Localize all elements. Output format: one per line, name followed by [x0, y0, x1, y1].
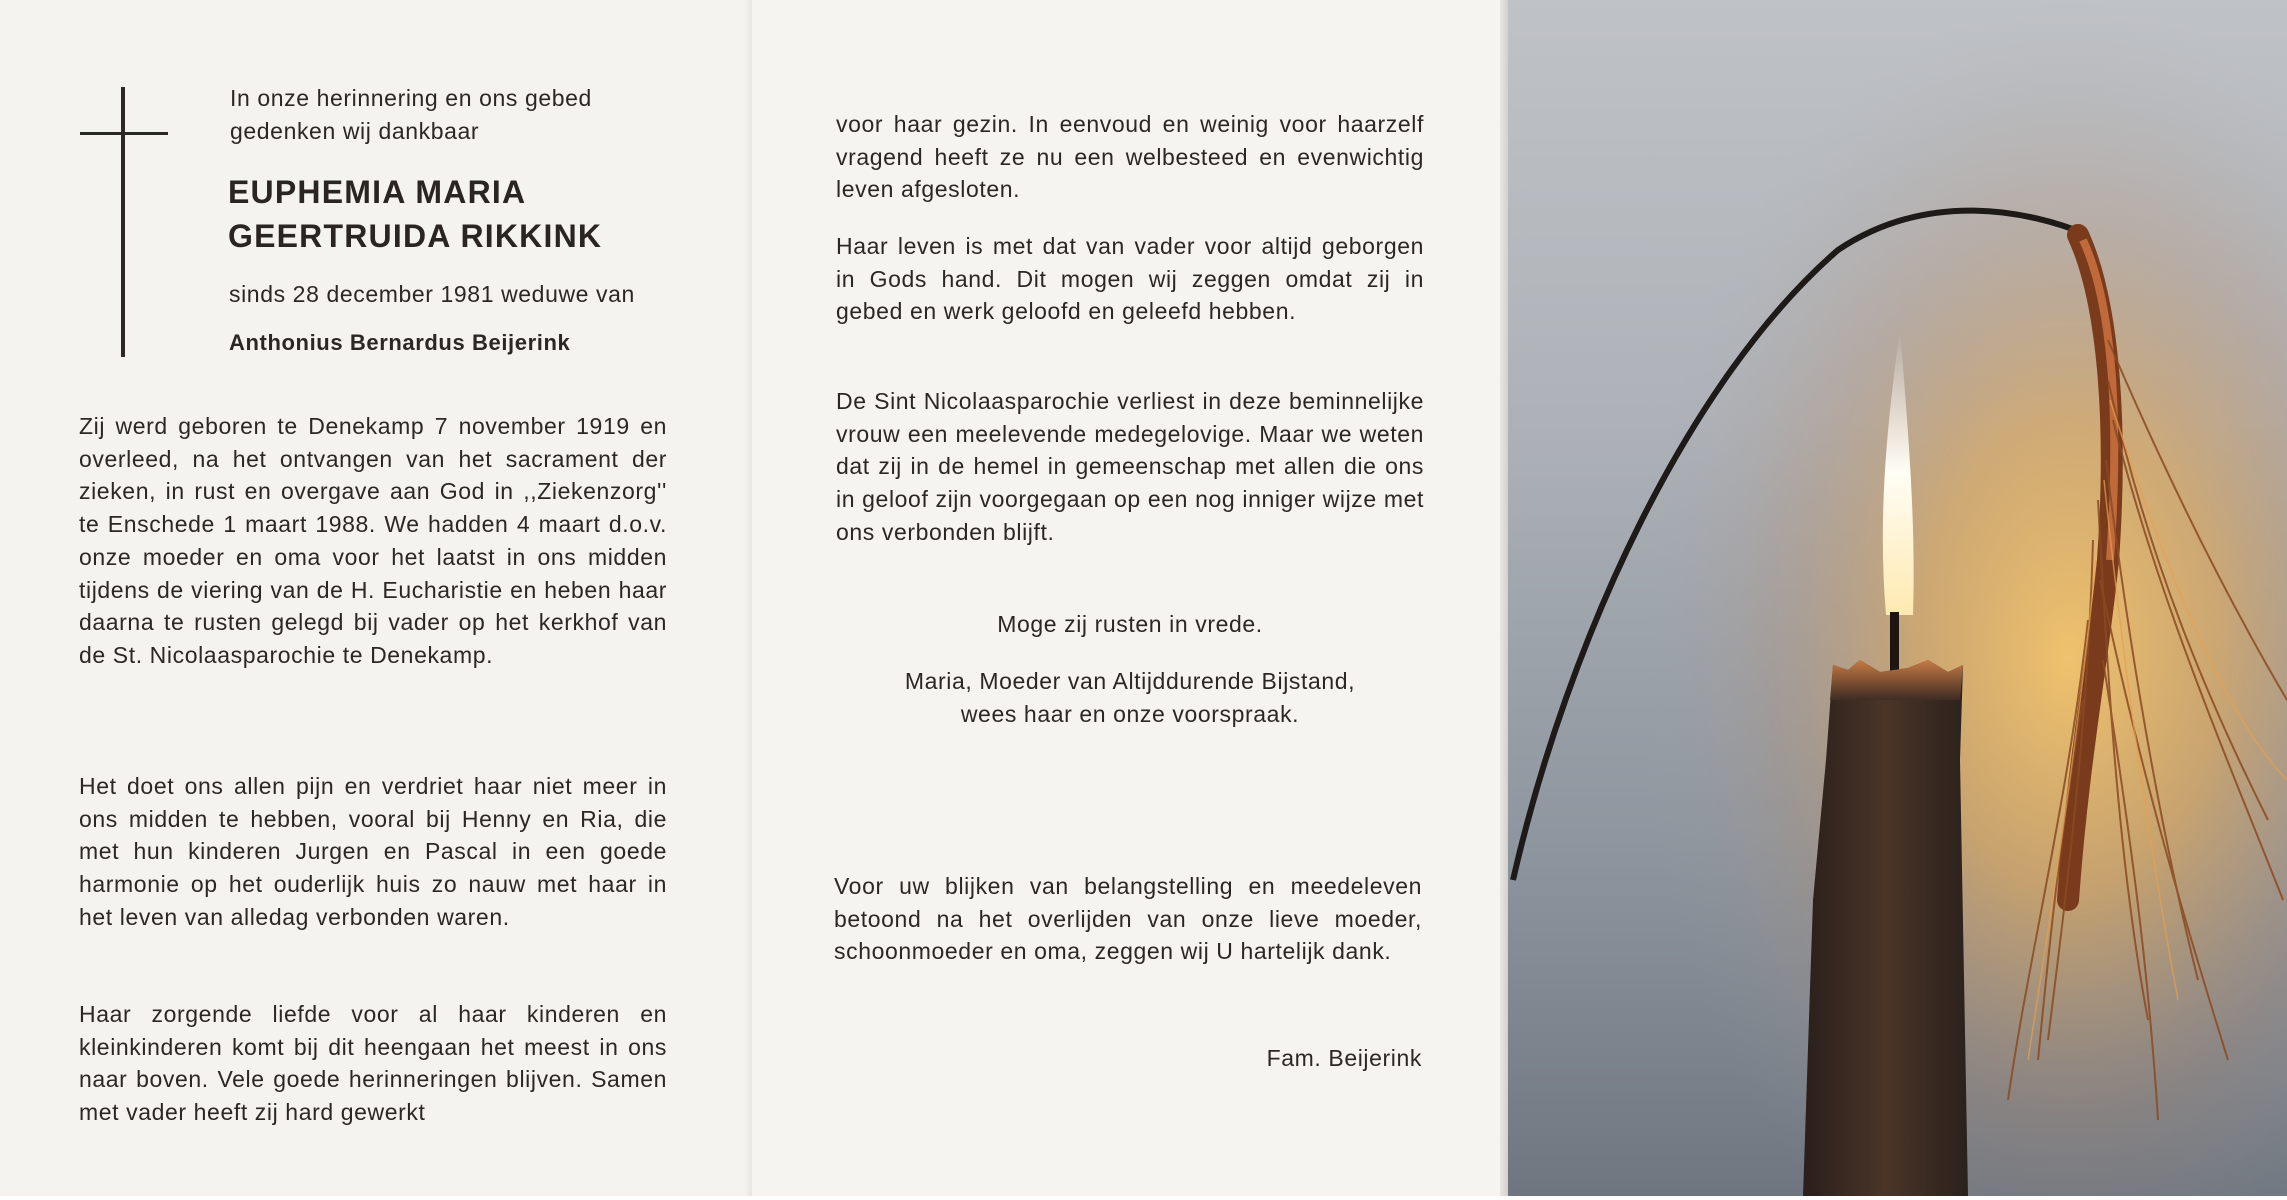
deceased-name-line2: GEERTRUIDA RIKKINK	[228, 218, 603, 254]
deceased-name-line1: EUPHEMIA MARIA	[228, 174, 527, 210]
left-panel	[0, 0, 752, 1196]
cross-icon-vertical	[121, 87, 125, 357]
widow-line: sinds 28 december 1981 weduwe van	[229, 281, 635, 307]
middle-paragraph-3: De Sint Nicolaasparochie verliest in deze beminnelijke vrouw een meelevende medegelovige. Maar we weten dat zij in de hemel in gemeenschap met allen die ons in geloof zijn voorgegaan op een nog inniger wijze met ons verbonden blijft.	[836, 388, 1424, 545]
middle-paragraph-1: voor haar gezin. In eenvoud en weinig voor haarzelf vragend heeft ze nu een welbesteed en evenwichtig leven afgesloten.	[836, 111, 1424, 203]
middle-paragraph-2: Haar leven is met dat van vader voor altijd geborgen in Gods hand. Dit mogen wij zeggen omdat zij in gebed en werk geloofd en geleefd hebben.	[836, 233, 1424, 325]
left-paragraph-2: Het doet ons allen pijn en verdriet haar niet meer in ons midden te hebben, vooral bij Henny en Ria, die met hun kinderen Jurgen en Pascal in een goede harmonie op het ouderlijk huis zo nauw met haar in het leven van alledag verbonden waren.	[79, 773, 667, 930]
intro-text: In onze herinnering en ons gebed gedenken wij dankbaar	[230, 85, 592, 144]
left-paragraph-3: Haar zorgende liefde voor al haar kinderen en kleinkinderen komt bij dit heengaan het meest in ons naar boven. Vele goede herinneringen blijven. Samen met vader heeft zij hard gewerkt	[79, 1001, 667, 1126]
husband-name: Anthonius Bernardus Beijerink	[229, 330, 571, 355]
family-signature: Fam. Beijerink	[1266, 1045, 1422, 1071]
thanks-paragraph: Voor uw blijken van belangstelling en meedeleven betoond na het overlijden van onze lieve moeder, schoonmoeder en oma, zeggen wij U hartelijk dank.	[834, 873, 1422, 965]
candle-wheat-photo	[1508, 0, 2287, 1196]
middle-panel	[752, 0, 1508, 1196]
prayer-maria-line1: Maria, Moeder van Altijddurende Bijstand,	[904, 668, 1356, 694]
deceased-name	[228, 170, 602, 258]
prayer-maria-line2: wees haar en onze voorspraak.	[960, 700, 1300, 727]
prayer-rest-in-peace: Moge zij rusten in vrede.	[997, 611, 1263, 637]
candle-and-wheat-icon	[1508, 0, 2287, 1196]
cross-icon-horizontal	[80, 132, 168, 135]
left-paragraph-1: Zij werd geboren te Denekamp 7 november 1919 en overleed, na het ontvangen van het sacrament der zieken, in rust en overgave aan God in ,,Ziekenzorg'' te Enschede 1 maart 1988. We hadden 4 maart d.o.v. onze moeder en oma voor het laatst in ons midden tijdens de viering van de H. Eucharistie en heben haar daarna te rusten gelegd bij vader op het kerkhof van de St. Nicolaasparochie te Denekamp.	[79, 413, 667, 668]
prayer-maria	[836, 665, 1424, 730]
